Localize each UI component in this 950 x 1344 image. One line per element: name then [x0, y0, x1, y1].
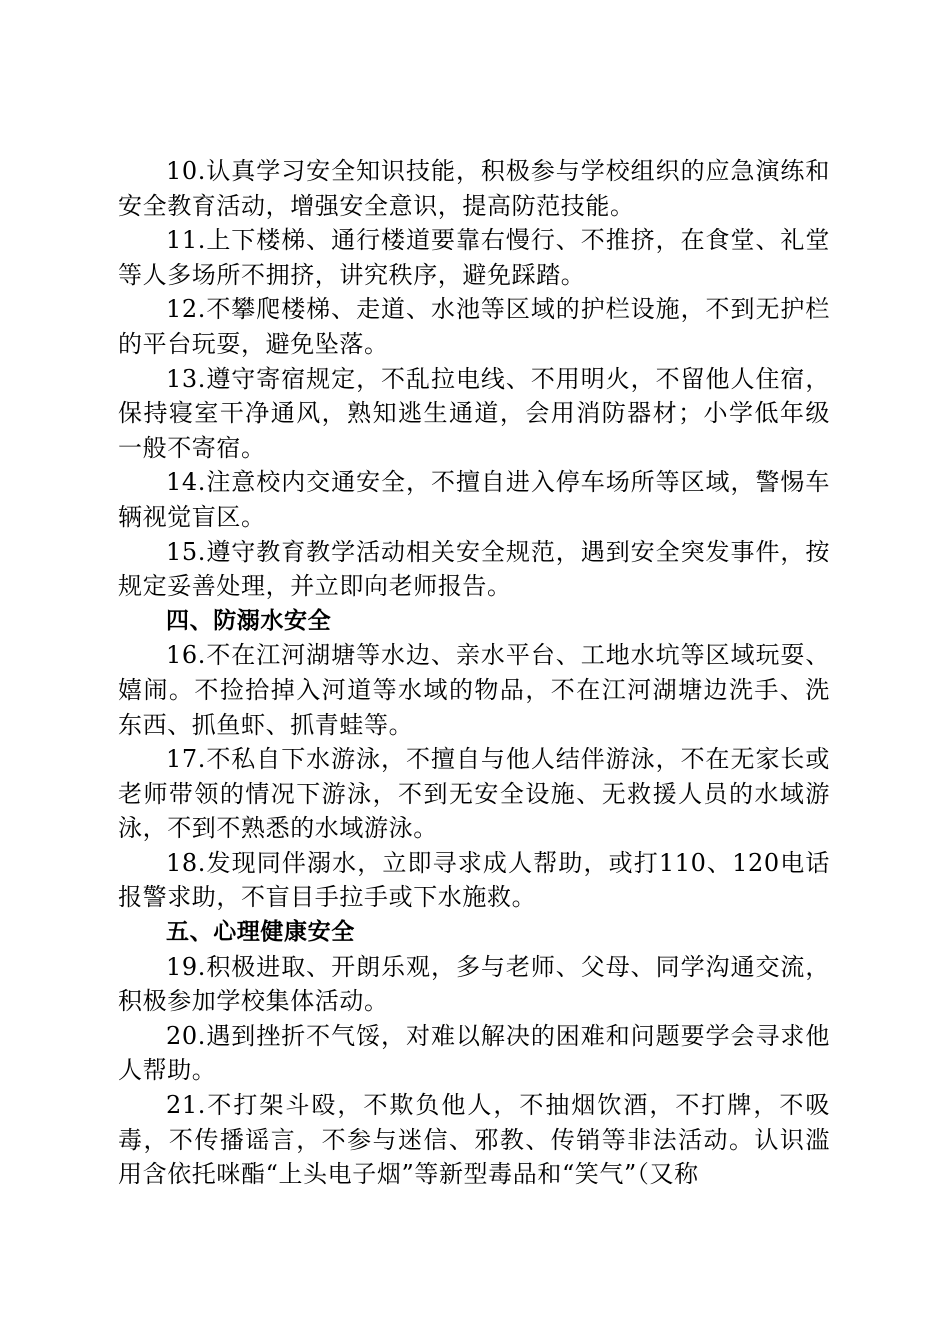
item-19: 19.积极进取、开朗乐观，多与老师、父母、同学沟通交流，积极参加学校集体活动。 [118, 952, 830, 1016]
item-12: 12.不攀爬楼梯、走道、水池等区域的护栏设施，不到无护栏的平台玩耍，避免坠落。 [118, 295, 830, 358]
section-heading-drowning: 四、防溺水安全 [166, 607, 332, 634]
document-page [118, 154, 830, 1192]
item-16: 16.不在江河湖塘等水边、亲水平台、工地水坑等区域玩耍、嬉闹。不捡拾掉入河道等水域的物品，不在江河湖塘边洗手、洗东西、抓鱼虾、抓青蛙等。 [118, 641, 830, 739]
item-18: 18.发现同伴溺水，立即寻求成人帮助，或打110、120电话报警求助，不盲目手拉手或下水施救。 [118, 848, 830, 912]
item-20: 20.遇到挫折不气馁，对难以解决的困难和问题要学会寻求他人帮助。 [118, 1021, 830, 1085]
item-15: 15.遵守教育教学活动相关安全规范，遇到安全突发事件，按规定妥善处理，并立即向老师报告。 [118, 537, 830, 601]
item-10: 10.认真学习安全知识技能，积极参与学校组织的应急演练和安全教育活动，增强安全意识，提高防范技能。 [118, 157, 830, 220]
item-14: 14.注意校内交通安全，不擅自进入停车场所等区域，警惕车辆视觉盲区。 [118, 468, 830, 531]
item-11: 11.上下楼梯、通行楼道要靠右慢行、不推挤，在食堂、礼堂等人多场所不拥挤，讲究秩序，避免踩踏。 [118, 226, 830, 289]
item-13: 13.遵守寄宿规定，不乱拉电线、不用明火，不留他人住宿，保持寝室干净通风，熟知逃生通道，会用消防器材；小学低年级一般不寄宿。 [118, 364, 830, 462]
item-21: 21.不打架斗殴，不欺负他人，不抽烟饮酒，不打牌，不吸毒，不传播谣言，不参与迷信、邪教、传销等非法活动。认识滥用含依托咪酯“上头电子烟”等新型毒品和“笑气”（又称 [118, 1091, 830, 1189]
section-heading-mental-health: 五、心理健康安全 [166, 919, 355, 946]
item-17: 17.不私自下水游泳，不擅自与他人结伴游泳，不在无家长或老师带领的情况下游泳，不到无安全设施、无救援人员的水域游泳，不到不熟悉的水域游泳。 [118, 745, 830, 843]
